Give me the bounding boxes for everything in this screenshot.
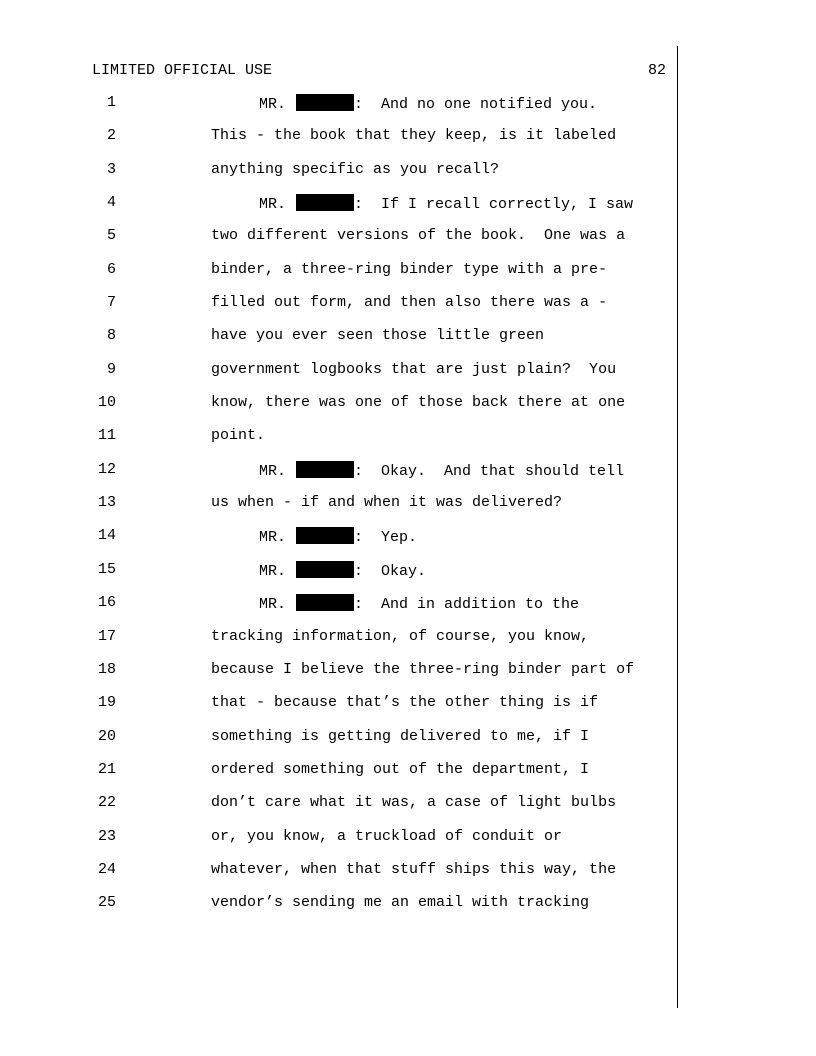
speech-text: : Yep. xyxy=(354,529,418,547)
transcript-line xyxy=(0,861,676,894)
transcript-line xyxy=(0,327,676,360)
redaction-box xyxy=(296,527,354,544)
transcript-line xyxy=(0,94,676,127)
line-text: anything specific as you recall? xyxy=(211,160,500,178)
line-text: don’t care what it was, a case of light bulbs xyxy=(211,794,617,812)
speaker-line-text xyxy=(259,561,426,581)
transcript-line xyxy=(0,561,676,594)
transcript-line xyxy=(0,294,676,327)
line-text: whatever, when that stuff ships this way, the xyxy=(211,860,617,878)
redaction-box xyxy=(296,94,354,111)
page-number: 82 xyxy=(647,62,666,79)
line-number: 13 xyxy=(97,494,116,512)
line-number: 9 xyxy=(106,360,116,378)
line-text: know, there was one of those back there at one xyxy=(211,394,626,412)
speaker-line-text xyxy=(259,194,633,214)
line-number: 6 xyxy=(106,260,116,278)
line-text: This - the book that they keep, is it labeled xyxy=(211,127,617,145)
transcript-line xyxy=(0,194,676,227)
line-number: 17 xyxy=(97,627,116,645)
line-number: 14 xyxy=(97,527,116,545)
speaker-line-text xyxy=(259,594,579,614)
line-number: 19 xyxy=(97,694,116,712)
line-number: 22 xyxy=(97,794,116,812)
transcript-line xyxy=(0,527,676,560)
line-number: 2 xyxy=(106,127,116,145)
speaker-label: MR. xyxy=(259,596,287,614)
speaker-line-text xyxy=(259,527,417,547)
line-text: or, you know, a truckload of conduit or xyxy=(211,827,563,845)
transcript-line xyxy=(0,694,676,727)
redaction-box xyxy=(296,594,354,611)
transcript-line xyxy=(0,728,676,761)
line-text: filled out form, and then also there was a - xyxy=(211,294,608,312)
redaction-box xyxy=(296,561,354,578)
line-number: 1 xyxy=(106,94,116,111)
transcript-line xyxy=(0,594,676,627)
speech-text: : And no one notified you. xyxy=(354,96,598,113)
line-text: something is getting delivered to me, if I xyxy=(211,727,590,745)
line-number: 12 xyxy=(97,460,116,478)
speech-text: : Okay. And that should tell xyxy=(354,462,625,480)
speaker-label: MR. xyxy=(259,462,287,480)
speaker-label: MR. xyxy=(259,96,287,113)
redaction-box xyxy=(296,461,354,478)
right-margin-rule xyxy=(677,46,678,1008)
line-text: us when - if and when it was delivered? xyxy=(211,494,563,512)
line-text: that - because that’s the other thing is if xyxy=(211,694,599,712)
transcript-line xyxy=(0,661,676,694)
line-number: 24 xyxy=(97,860,116,878)
line-number: 25 xyxy=(97,894,116,912)
line-number: 5 xyxy=(106,227,116,245)
speaker-label: MR. xyxy=(259,196,287,214)
speech-text: : And in addition to the xyxy=(354,596,580,614)
line-number: 11 xyxy=(97,427,116,445)
line-text: government logbooks that are just plain? You xyxy=(211,360,617,378)
transcript-line xyxy=(0,427,676,460)
transcript-line xyxy=(0,828,676,861)
line-text: ordered something out of the department, I xyxy=(211,760,590,778)
line-number: 20 xyxy=(97,727,116,745)
line-number: 4 xyxy=(106,194,116,212)
speaker-line-text xyxy=(259,94,597,114)
line-text: vendor’s sending me an email with tracking xyxy=(211,894,590,912)
transcript-line xyxy=(0,161,676,194)
speaker-label: MR. xyxy=(259,562,287,580)
speech-text: : Okay. xyxy=(354,562,427,580)
line-text: two different versions of the book. One was a xyxy=(211,227,626,245)
transcript-line xyxy=(0,794,676,827)
line-number: 15 xyxy=(97,560,116,578)
line-number: 3 xyxy=(106,160,116,178)
transcript-body xyxy=(0,94,676,928)
line-text: because I believe the three-ring binder part of xyxy=(211,660,635,678)
line-number: 10 xyxy=(97,394,116,412)
transcript-line xyxy=(0,461,676,494)
line-number: 18 xyxy=(97,660,116,678)
transcript-line xyxy=(0,261,676,294)
transcript-line xyxy=(0,894,676,927)
line-text: binder, a three-ring binder type with a pre- xyxy=(211,260,608,278)
line-number: 21 xyxy=(97,760,116,778)
transcript-line xyxy=(0,361,676,394)
line-number: 7 xyxy=(106,294,116,312)
line-number: 16 xyxy=(97,594,116,612)
line-number: 8 xyxy=(106,327,116,345)
transcript-line xyxy=(0,227,676,260)
line-number: 23 xyxy=(97,827,116,845)
transcript-line xyxy=(0,494,676,527)
line-text: point. xyxy=(211,427,266,445)
speech-text: : If I recall correctly, I saw xyxy=(354,196,634,214)
redaction-box xyxy=(296,194,354,211)
transcript-line xyxy=(0,394,676,427)
transcript-line xyxy=(0,127,676,160)
speaker-label: MR. xyxy=(259,529,287,547)
line-text: have you ever seen those little green xyxy=(211,327,545,345)
speaker-line-text xyxy=(259,461,624,481)
classification-marking: LIMITED OFFICIAL USE xyxy=(92,62,273,79)
line-text: tracking information, of course, you know, xyxy=(211,627,590,645)
transcript-line xyxy=(0,761,676,794)
transcript-line xyxy=(0,628,676,661)
